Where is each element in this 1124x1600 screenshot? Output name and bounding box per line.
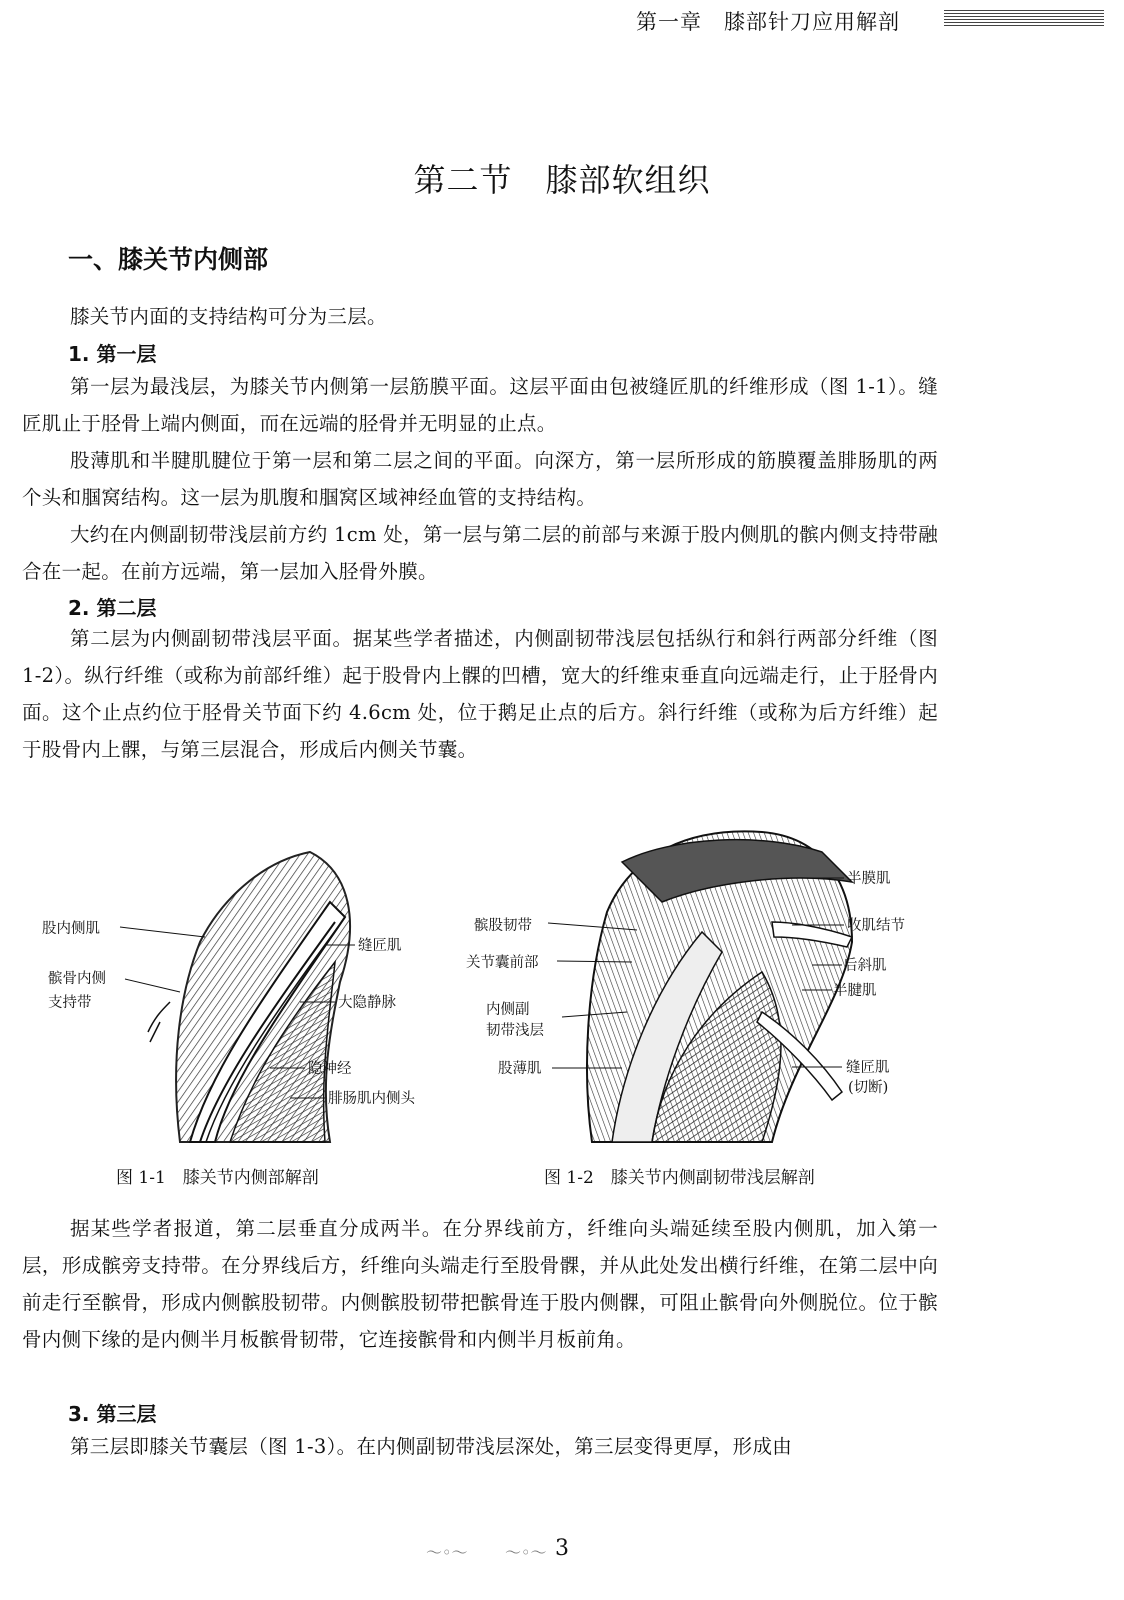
label-superficial-mcl-2: 韧带浅层: [486, 1023, 544, 1039]
heading-medial-knee: 一、膝关节内侧部: [68, 245, 269, 274]
label-semitendinosus: 半腱肌: [833, 983, 877, 999]
label-adductor-tubercle: 收肌结节: [847, 918, 905, 934]
subheading-layer-3: 3. 第三层: [68, 1402, 157, 1426]
label-anterior-capsule: 关节囊前部: [466, 955, 539, 971]
figure-1-1-caption: 图 1-1 膝关节内侧部解剖: [116, 1168, 319, 1188]
label-vastus-medialis: 股内侧肌: [42, 921, 100, 937]
label-medial-patellar-2: 支持带: [48, 995, 92, 1011]
label-gracilis: 股薄肌: [498, 1061, 542, 1077]
layer1-paragraph-2: 股薄肌和半腱肌腱位于第一层和第二层之间的平面。向深方，第一层所形成的筋膜覆盖腓肠肌的两个头和腘窝结构。这一层为肌腹和腘窝区域神经血管的支持结构。: [22, 449, 938, 509]
running-header: 第一章 膝部针刀应用解剖: [636, 10, 900, 34]
label-sartorius: 缝匠肌: [358, 938, 402, 954]
label-patellofemoral-ligament: 髌股韧带: [474, 918, 532, 934]
figure-1-1-illustration: [30, 842, 460, 1152]
figure-1-2-caption: 图 1-2 膝关节内侧副韧带浅层解剖: [544, 1168, 815, 1188]
footer-ornament-left-icon: 〜◦〜: [426, 1543, 468, 1562]
label-sartorius-cut-1: 缝匠肌: [846, 1060, 890, 1076]
label-medial-patellar-1: 髌骨内侧: [48, 971, 106, 987]
label-semimembranosus: 半膜肌: [847, 871, 891, 887]
label-gastrocnemius-medial-head: 腓肠肌内侧头: [328, 1091, 415, 1107]
label-superficial-mcl-1: 内侧副: [486, 1002, 530, 1018]
layer1-paragraph-3: 大约在内侧副韧带浅层前方约 1cm 处，第一层与第二层的前部与来源于股内侧肌的髌内侧支持带融合在一起。在前方远端，第一层加入胫骨外膜。: [22, 523, 938, 583]
header-decorative-rule: [944, 10, 1104, 30]
label-great-saphenous-vein: 大隐静脉: [338, 995, 396, 1011]
label-posterior-oblique: 后斜肌: [843, 958, 887, 974]
subheading-layer-1: 1. 第一层: [68, 342, 157, 366]
layer3-paragraph-1: 第三层即膝关节囊层（图 1-3）。在内侧副韧带浅层深处，第三层变得更厚，形成由: [70, 1435, 793, 1458]
footer-ornament-right-icon: 〜◦〜: [505, 1543, 547, 1562]
layer2-paragraph-2: 据某些学者报道，第二层垂直分成两半。在分界线前方，纤维向头端延续至股内侧肌，加入第一层，形成髌旁支持带。在分界线后方，纤维向头端走行至股骨髁，并从此处发出横行纤维，在第二层中向前走行至髌骨，形成内侧髌股韧带。内侧髌股韧带把髌骨连于股内侧髁，可阻止髌骨向外侧脱位。位于髌骨内侧下缘的是内侧半月板髌骨韧带，它连接髌骨和内侧半月板前角。: [22, 1217, 938, 1351]
layer1-paragraph-1: 第一层为最浅层，为膝关节内侧第一层筋膜平面。这层平面由包被缝匠肌的纤维形成（图 1-1）。缝匠肌止于胫骨上端内侧面，而在远端的胫骨并无明显的止点。: [22, 375, 938, 435]
layer2-paragraph-1: 第二层为内侧副韧带浅层平面。据某些学者描述，内侧副韧带浅层包括纵行和斜行两部分纤维（图 1-2）。纵行纤维（或称为前部纤维）起于股骨内上髁的凹槽，宽大的纤维束垂直向远端走行，止于胫骨内面。这个止点约位于胫骨关节面下约 4.6cm 处，位于鹅足止点的后方。斜行纤维（或称为后方纤维）起于股骨内上髁，与第三层混合，形成后内侧关节囊。: [22, 627, 938, 761]
intro-paragraph: 膝关节内面的支持结构可分为三层。: [70, 305, 387, 328]
section-title: 第二节 膝部软组织: [413, 160, 711, 199]
page-number: 3: [555, 1536, 569, 1561]
label-saphenous-nerve: 隐神经: [308, 1061, 352, 1077]
subheading-layer-2: 2. 第二层: [68, 596, 157, 620]
label-sartorius-cut-2: (切断): [848, 1080, 889, 1096]
figure-1-2-illustration: [462, 822, 932, 1152]
